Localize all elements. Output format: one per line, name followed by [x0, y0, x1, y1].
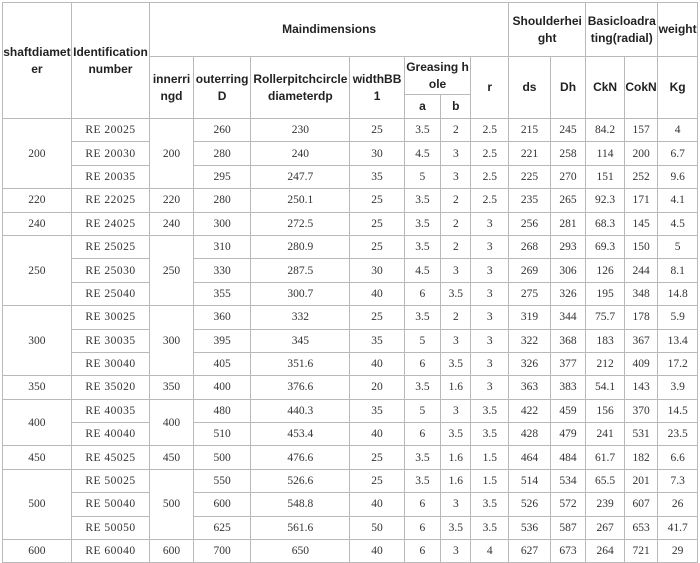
width-cell: 40 — [350, 423, 404, 446]
C-cell: 195 — [586, 282, 625, 305]
r-cell: 3.5 — [471, 516, 509, 539]
Co-cell: 409 — [624, 352, 657, 375]
ds-cell: 235 — [509, 189, 551, 212]
ds-cell: 319 — [509, 306, 551, 329]
r-cell: 4 — [471, 540, 509, 563]
outer-ring-cell: 700 — [193, 540, 250, 563]
Co-cell: 367 — [624, 329, 657, 352]
table-row — [3, 306, 698, 329]
width-cell: 30 — [350, 259, 404, 282]
header-weight: weight — [658, 3, 698, 57]
weight-cell: 4 — [658, 119, 698, 142]
greasing-a-cell: 5 — [404, 399, 441, 422]
Dh-cell: 281 — [550, 212, 585, 235]
C-cell: 183 — [586, 329, 625, 352]
C-cell: 114 — [586, 142, 625, 165]
greasing-b-cell: 3.5 — [441, 423, 471, 446]
C-cell: 156 — [586, 399, 625, 422]
greasing-b-cell: 2 — [441, 212, 471, 235]
Co-cell: 244 — [624, 259, 657, 282]
weight-cell: 41.7 — [658, 516, 698, 539]
r-cell: 3 — [471, 306, 509, 329]
outer-ring-cell: 260 — [193, 119, 250, 142]
greasing-b-cell: 3.5 — [441, 282, 471, 305]
weight-cell: 17.2 — [658, 352, 698, 375]
ds-cell: 256 — [509, 212, 551, 235]
greasing-a-cell: 3.5 — [404, 212, 441, 235]
model-cell: RE 45025 — [71, 446, 149, 469]
pitch-diameter-cell: 332 — [251, 306, 350, 329]
outer-ring-cell: 480 — [193, 399, 250, 422]
width-cell: 25 — [350, 119, 404, 142]
table-row — [3, 446, 698, 469]
r-cell: 2.5 — [471, 119, 509, 142]
table-row — [3, 493, 698, 516]
width-cell: 40 — [350, 282, 404, 305]
greasing-a-cell: 3.5 — [404, 446, 441, 469]
greasing-b-cell: 2 — [441, 306, 471, 329]
C-cell: 239 — [586, 493, 625, 516]
greasing-b-cell: 3 — [441, 329, 471, 352]
greasing-b-cell: 2 — [441, 119, 471, 142]
shaft-diameter-cell: 600 — [3, 540, 72, 563]
greasing-a-cell: 6 — [404, 282, 441, 305]
model-cell: RE 50040 — [71, 493, 149, 516]
greasing-a-cell: 3.5 — [404, 189, 441, 212]
ds-cell: 428 — [509, 423, 551, 446]
ds-cell: 526 — [509, 493, 551, 516]
model-cell: RE 60040 — [71, 540, 149, 563]
outer-ring-cell: 500 — [193, 446, 250, 469]
greasing-a-cell: 6 — [404, 423, 441, 446]
outer-ring-cell: 550 — [193, 469, 250, 492]
width-cell: 20 — [350, 376, 404, 399]
header-identification-number: Identificationnumber — [71, 3, 149, 119]
greasing-a-cell: 4.5 — [404, 142, 441, 165]
header-width: widthBB1 — [350, 57, 404, 119]
C-cell: 54.1 — [586, 376, 625, 399]
pitch-diameter-cell: 300.7 — [251, 282, 350, 305]
C-cell: 264 — [586, 540, 625, 563]
Dh-cell: 344 — [550, 306, 585, 329]
greasing-b-cell: 1.6 — [441, 376, 471, 399]
Co-cell: 370 — [624, 399, 657, 422]
outer-ring-cell: 625 — [193, 516, 250, 539]
Co-cell: 348 — [624, 282, 657, 305]
width-cell: 25 — [350, 446, 404, 469]
greasing-b-cell: 3.5 — [441, 352, 471, 375]
r-cell: 2.5 — [471, 189, 509, 212]
table-row — [3, 423, 698, 446]
table-row — [3, 235, 698, 258]
pitch-diameter-cell: 280.9 — [251, 235, 350, 258]
shaft-diameter-cell: 200 — [3, 119, 72, 189]
model-cell: RE 30025 — [71, 306, 149, 329]
ds-cell: 464 — [509, 446, 551, 469]
outer-ring-cell: 280 — [193, 189, 250, 212]
ds-cell: 269 — [509, 259, 551, 282]
pitch-diameter-cell: 287.5 — [251, 259, 350, 282]
Co-cell: 531 — [624, 423, 657, 446]
greasing-b-cell: 2 — [441, 189, 471, 212]
weight-cell: 7.3 — [658, 469, 698, 492]
r-cell: 1.5 — [471, 469, 509, 492]
C-cell: 75.7 — [586, 306, 625, 329]
greasing-a-cell: 6 — [404, 516, 441, 539]
inner-ring-cell: 240 — [150, 212, 194, 235]
model-cell: RE 20030 — [71, 142, 149, 165]
Dh-cell: 326 — [550, 282, 585, 305]
Co-cell: 252 — [624, 165, 657, 188]
inner-ring-cell: 450 — [150, 446, 194, 469]
pitch-diameter-cell: 250.1 — [251, 189, 350, 212]
model-cell: RE 24025 — [71, 212, 149, 235]
pitch-diameter-cell: 272.5 — [251, 212, 350, 235]
inner-ring-cell: 600 — [150, 540, 194, 563]
pitch-diameter-cell: 351.6 — [251, 352, 350, 375]
weight-cell: 4.1 — [658, 189, 698, 212]
shaft-diameter-cell: 400 — [3, 399, 72, 446]
r-cell: 3 — [471, 259, 509, 282]
Dh-cell: 245 — [550, 119, 585, 142]
Dh-cell: 293 — [550, 235, 585, 258]
outer-ring-cell: 330 — [193, 259, 250, 282]
r-cell: 3 — [471, 376, 509, 399]
outer-ring-cell: 395 — [193, 329, 250, 352]
outer-ring-cell: 280 — [193, 142, 250, 165]
shaft-diameter-cell: 300 — [3, 306, 72, 376]
weight-cell: 29 — [658, 540, 698, 563]
greasing-b-cell: 3 — [441, 259, 471, 282]
width-cell: 25 — [350, 189, 404, 212]
inner-ring-cell: 300 — [150, 306, 194, 376]
model-cell: RE 50050 — [71, 516, 149, 539]
Co-cell: 171 — [624, 189, 657, 212]
pitch-diameter-cell: 230 — [251, 119, 350, 142]
model-cell: RE 50025 — [71, 469, 149, 492]
ds-cell: 627 — [509, 540, 551, 563]
Dh-cell: 306 — [550, 259, 585, 282]
header-Co-kN: CokN — [624, 57, 657, 119]
Co-cell: 201 — [624, 469, 657, 492]
model-cell: RE 20035 — [71, 165, 149, 188]
greasing-b-cell: 3 — [441, 399, 471, 422]
ds-cell: 326 — [509, 352, 551, 375]
C-cell: 92.3 — [586, 189, 625, 212]
r-cell: 1.5 — [471, 446, 509, 469]
weight-cell: 8.1 — [658, 259, 698, 282]
greasing-b-cell: 1.6 — [441, 446, 471, 469]
pitch-diameter-cell: 247.7 — [251, 165, 350, 188]
r-cell: 3 — [471, 329, 509, 352]
outer-ring-cell: 310 — [193, 235, 250, 258]
inner-ring-cell: 250 — [150, 235, 194, 305]
table-row — [3, 540, 698, 563]
greasing-a-cell: 3.5 — [404, 235, 441, 258]
outer-ring-cell: 355 — [193, 282, 250, 305]
Dh-cell: 270 — [550, 165, 585, 188]
outer-ring-cell: 600 — [193, 493, 250, 516]
ds-cell: 268 — [509, 235, 551, 258]
Co-cell: 150 — [624, 235, 657, 258]
table-row — [3, 329, 698, 352]
weight-cell: 9.6 — [658, 165, 698, 188]
shaft-diameter-cell: 500 — [3, 469, 72, 539]
header-main-dimensions: Maindimensions — [150, 3, 509, 57]
table-row — [3, 469, 698, 492]
header-r: r — [471, 57, 509, 119]
outer-ring-cell: 400 — [193, 376, 250, 399]
width-cell: 50 — [350, 516, 404, 539]
width-cell: 25 — [350, 212, 404, 235]
greasing-a-cell: 5 — [404, 165, 441, 188]
weight-cell: 14.5 — [658, 399, 698, 422]
pitch-diameter-cell: 476.6 — [251, 446, 350, 469]
weight-cell: 5 — [658, 235, 698, 258]
header-C-kN: CkN — [586, 57, 625, 119]
header-basic-load-rating: Basicloadrating(radial) — [586, 3, 658, 57]
greasing-b-cell: 3 — [441, 142, 471, 165]
Dh-cell: 572 — [550, 493, 585, 516]
greasing-a-cell: 5 — [404, 329, 441, 352]
C-cell: 84.2 — [586, 119, 625, 142]
table-row — [3, 376, 698, 399]
greasing-a-cell: 3.5 — [404, 469, 441, 492]
shaft-diameter-cell: 240 — [3, 212, 72, 235]
Dh-cell: 377 — [550, 352, 585, 375]
table-body — [3, 119, 698, 563]
table-row — [3, 516, 698, 539]
outer-ring-cell: 300 — [193, 212, 250, 235]
weight-cell: 6.6 — [658, 446, 698, 469]
weight-cell: 23.5 — [658, 423, 698, 446]
Co-cell: 157 — [624, 119, 657, 142]
Co-cell: 178 — [624, 306, 657, 329]
model-cell: RE 40035 — [71, 399, 149, 422]
width-cell: 30 — [350, 142, 404, 165]
C-cell: 61.7 — [586, 446, 625, 469]
greasing-b-cell: 3.5 — [441, 516, 471, 539]
inner-ring-cell: 400 — [150, 399, 194, 446]
header-greasing-hole: Greasing hole — [404, 57, 471, 95]
model-cell: RE 25025 — [71, 235, 149, 258]
ds-cell: 536 — [509, 516, 551, 539]
table-row — [3, 282, 698, 305]
shaft-diameter-cell: 250 — [3, 235, 72, 305]
pitch-diameter-cell: 548.8 — [251, 493, 350, 516]
width-cell: 25 — [350, 235, 404, 258]
header-shoulder-height: Shoulderheight — [509, 3, 586, 57]
ds-cell: 221 — [509, 142, 551, 165]
Dh-cell: 459 — [550, 399, 585, 422]
pitch-diameter-cell: 345 — [251, 329, 350, 352]
width-cell: 35 — [350, 329, 404, 352]
outer-ring-cell: 405 — [193, 352, 250, 375]
header-Dh: Dh — [550, 57, 585, 119]
greasing-a-cell: 6 — [404, 540, 441, 563]
shaft-diameter-cell: 220 — [3, 189, 72, 212]
greasing-b-cell: 3 — [441, 165, 471, 188]
model-cell: RE 25030 — [71, 259, 149, 282]
r-cell: 3 — [471, 212, 509, 235]
C-cell: 151 — [586, 165, 625, 188]
width-cell: 40 — [350, 352, 404, 375]
model-cell: RE 35020 — [71, 376, 149, 399]
outer-ring-cell: 510 — [193, 423, 250, 446]
greasing-b-cell: 2 — [441, 235, 471, 258]
header-inner-ring: innerringd — [150, 57, 194, 119]
pitch-diameter-cell: 376.6 — [251, 376, 350, 399]
pitch-diameter-cell: 453.4 — [251, 423, 350, 446]
inner-ring-cell: 500 — [150, 469, 194, 539]
greasing-a-cell: 6 — [404, 493, 441, 516]
r-cell: 3 — [471, 352, 509, 375]
weight-cell: 4.5 — [658, 212, 698, 235]
inner-ring-cell: 220 — [150, 189, 194, 212]
Dh-cell: 587 — [550, 516, 585, 539]
r-cell: 3.5 — [471, 399, 509, 422]
weight-cell: 6.7 — [658, 142, 698, 165]
Dh-cell: 534 — [550, 469, 585, 492]
Dh-cell: 265 — [550, 189, 585, 212]
model-cell: RE 30040 — [71, 352, 149, 375]
header-roller-pitch-diameter: Rollerpitchcirclediameterdp — [251, 57, 350, 119]
C-cell: 241 — [586, 423, 625, 446]
greasing-a-cell: 4.5 — [404, 259, 441, 282]
Co-cell: 200 — [624, 142, 657, 165]
Co-cell: 145 — [624, 212, 657, 235]
Co-cell: 653 — [624, 516, 657, 539]
r-cell: 3.5 — [471, 493, 509, 516]
ds-cell: 225 — [509, 165, 551, 188]
model-cell: RE 20025 — [71, 119, 149, 142]
C-cell: 126 — [586, 259, 625, 282]
table-row — [3, 399, 698, 422]
inner-ring-cell: 200 — [150, 119, 194, 189]
width-cell: 40 — [350, 493, 404, 516]
weight-cell: 5.9 — [658, 306, 698, 329]
bearing-spec-table — [2, 2, 698, 563]
greasing-b-cell: 1.6 — [441, 469, 471, 492]
width-cell: 35 — [350, 399, 404, 422]
Co-cell: 143 — [624, 376, 657, 399]
Co-cell: 607 — [624, 493, 657, 516]
model-cell: RE 25040 — [71, 282, 149, 305]
table-row — [3, 259, 698, 282]
C-cell: 68.3 — [586, 212, 625, 235]
weight-cell: 26 — [658, 493, 698, 516]
pitch-diameter-cell: 526.6 — [251, 469, 350, 492]
C-cell: 212 — [586, 352, 625, 375]
greasing-a-cell: 3.5 — [404, 306, 441, 329]
ds-cell: 275 — [509, 282, 551, 305]
r-cell: 3 — [471, 282, 509, 305]
greasing-a-cell: 6 — [404, 352, 441, 375]
greasing-a-cell: 3.5 — [404, 376, 441, 399]
shaft-diameter-cell: 350 — [3, 376, 72, 399]
Dh-cell: 258 — [550, 142, 585, 165]
r-cell: 3 — [471, 235, 509, 258]
table-row — [3, 142, 698, 165]
ds-cell: 422 — [509, 399, 551, 422]
r-cell: 3.5 — [471, 423, 509, 446]
weight-cell: 14.8 — [658, 282, 698, 305]
model-cell: RE 22025 — [71, 189, 149, 212]
header-a: a — [404, 95, 441, 119]
Dh-cell: 484 — [550, 446, 585, 469]
r-cell: 2.5 — [471, 142, 509, 165]
ds-cell: 514 — [509, 469, 551, 492]
greasing-b-cell: 3 — [441, 493, 471, 516]
shaft-diameter-cell: 450 — [3, 446, 72, 469]
ds-cell: 215 — [509, 119, 551, 142]
table-row — [3, 165, 698, 188]
header-outer-ring: outerringD — [193, 57, 250, 119]
C-cell: 65.5 — [586, 469, 625, 492]
Dh-cell: 383 — [550, 376, 585, 399]
weight-cell: 3.9 — [658, 376, 698, 399]
ds-cell: 363 — [509, 376, 551, 399]
greasing-b-cell: 3 — [441, 540, 471, 563]
C-cell: 69.3 — [586, 235, 625, 258]
model-cell: RE 30035 — [71, 329, 149, 352]
C-cell: 267 — [586, 516, 625, 539]
pitch-diameter-cell: 240 — [251, 142, 350, 165]
table-row — [3, 212, 698, 235]
weight-cell: 13.4 — [658, 329, 698, 352]
table-row — [3, 189, 698, 212]
outer-ring-cell: 360 — [193, 306, 250, 329]
width-cell: 25 — [350, 469, 404, 492]
Dh-cell: 368 — [550, 329, 585, 352]
table-row — [3, 119, 698, 142]
outer-ring-cell: 295 — [193, 165, 250, 188]
Dh-cell: 479 — [550, 423, 585, 446]
pitch-diameter-cell: 440.3 — [251, 399, 350, 422]
inner-ring-cell: 350 — [150, 376, 194, 399]
Co-cell: 721 — [624, 540, 657, 563]
width-cell: 35 — [350, 165, 404, 188]
header-kg: Kg — [658, 57, 698, 119]
width-cell: 25 — [350, 306, 404, 329]
table-row — [3, 352, 698, 375]
header-b: b — [441, 95, 471, 119]
model-cell: RE 40040 — [71, 423, 149, 446]
pitch-diameter-cell: 650 — [251, 540, 350, 563]
Co-cell: 182 — [624, 446, 657, 469]
pitch-diameter-cell: 561.6 — [251, 516, 350, 539]
Dh-cell: 673 — [550, 540, 585, 563]
r-cell: 2.5 — [471, 165, 509, 188]
width-cell: 40 — [350, 540, 404, 563]
greasing-a-cell: 3.5 — [404, 119, 441, 142]
header-shaft-diameter: shaftdiameter — [3, 3, 72, 119]
header-ds: ds — [509, 57, 551, 119]
ds-cell: 322 — [509, 329, 551, 352]
